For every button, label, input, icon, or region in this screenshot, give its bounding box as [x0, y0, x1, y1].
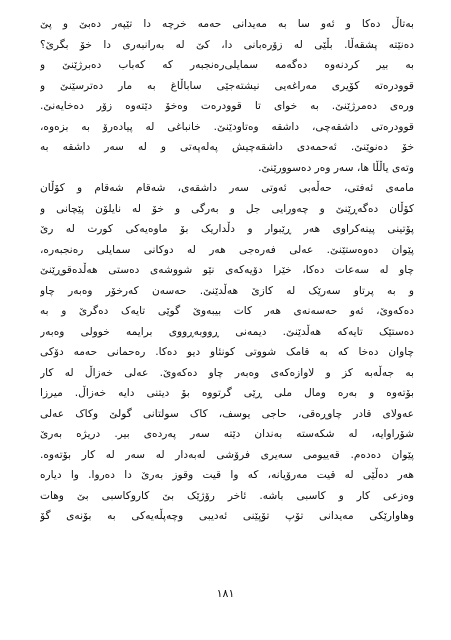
text-line: بە جەڵەبە کز و لاوازەکەی وەبەر چاو دەکەوێ. عەلی خەزاڵ لە کار [40, 366, 414, 379]
text-line: چاو لە سەعات دەکا، خێرا دۆیەکەی نێو شووشەی دەستی هەڵدەقوڕێنێ [40, 264, 414, 276]
text-line: دەکەوێ، ئەو حەسەنەی هەر کات بیبەوێ گوێی تایەک دەگرێ و بە [40, 305, 414, 317]
text-line: پێوان دەدەم. قەییومی سەیری فرۆشی لەبەدار لە سەر لە کار بۆتەوە. [40, 448, 414, 461]
body-text [40, 14, 414, 527]
text-line: پۆتینی پینەکراوی هەر ڕێبوار و دڵداریک بۆ ماوەیەکی کورت لە رێ [40, 223, 414, 235]
text-line: چاوان دەخا کە بە قامک شووتی کونئاو دیو دەکا. رەحمانی حەمە دۆکی [40, 346, 414, 358]
text-line: دەستێک تایەکە هەڵدێنێ. دیمەنی ڕووبەڕووی برایمە خوولی وەبەر [40, 325, 414, 338]
text-line: بەتاڵ دەکا و ئەو سا بە مەیدانی حەمە خرچە دا تێپەر دەبێ و پێ [40, 18, 414, 30]
text-line: بۆتەوە و بەرە ومال ملی ڕێی گرتووە بۆ دیتنی دایە خەزاڵ. میرزا [40, 387, 414, 399]
text-line: وهاوارێکی مەیدانی تۆپ تۆپێنی ئەدیبی وچەپڵەیەکی بە بۆنەی گۆ [40, 510, 414, 522]
text-line: وەزعی کار و کاسبی باشە. ئاخر رۆژێک بێ کاروکاسبی بێ وهات [40, 489, 414, 502]
page-number: ١٨١ [216, 587, 235, 600]
text-line: دەنێتە پشقەڵا. بڵێی لە زۆرەبانی دا، کێ لە بەرانبەری دا خۆ بگرێ؟ [40, 38, 414, 51]
text-line: بە بیر کردنەوە دەگەمە سمایلی‌رەنجبەر کە کەباب دەبرژێنێ و [40, 59, 414, 71]
text-line: قوودرەتی داشقەچی، داشقە وەتاودێنێ. خانباغی لە پیادەرۆ بە بزەوە، [40, 120, 414, 133]
text-line: مامەی ئەفتی، حەڵەبی ئەوتی سەر داشقەی، شەقام شەقام و کۆڵان [40, 182, 414, 194]
text-line: شۆراوایە، لە شکەستە بەندان دێتە سەر پەردەی بیر. دریژە بەرێ [40, 428, 414, 440]
text-line: عەولای قادر چاوڕەقی، حاجی یوسف، کاک سولتانی گولێ وکاک عەلی [40, 407, 414, 420]
text-line: هەر دەڵێی لە قیت مەرۆیانە، کە وا قیت وقوز بەرێ دا دەروا. وا دیارە [40, 469, 414, 481]
text-line: پێوان دەوەستێنێ. عەلی فەرەجی هەر لە دوکانی سمایلی رەنجبەرە، [40, 243, 414, 256]
text-line: وتەی یاڵڵا ها، سەر وەر دەسوورێنێ. [258, 161, 414, 174]
text-line: خۆ دەنوێنێ. ئەحمەدی داشقەچیش پەلەپەتی و لە سەر داشقە بە [40, 141, 414, 153]
text-line: کۆڵان دەگەڕێنێ و چەورایی جل و بەرگی و خۆ لە نایلۆن پێچانی و [40, 202, 414, 215]
text-line: و بە پرتاو سەرێک لە کازێ هەڵدێنێ. حەسەن کەرخۆر وەبەر چاو [40, 284, 414, 297]
text-line: ورەی دەمرژێنێ. بە خوای تا قوودرەت وەخۆ دێتەوە زۆر دەخایەنێ. [40, 100, 414, 112]
text-line: قوودرەتە کۆیری مەراغەیی نیشتەجێی ساباڵاغ بە مار دەترسێنێ و [40, 79, 414, 92]
